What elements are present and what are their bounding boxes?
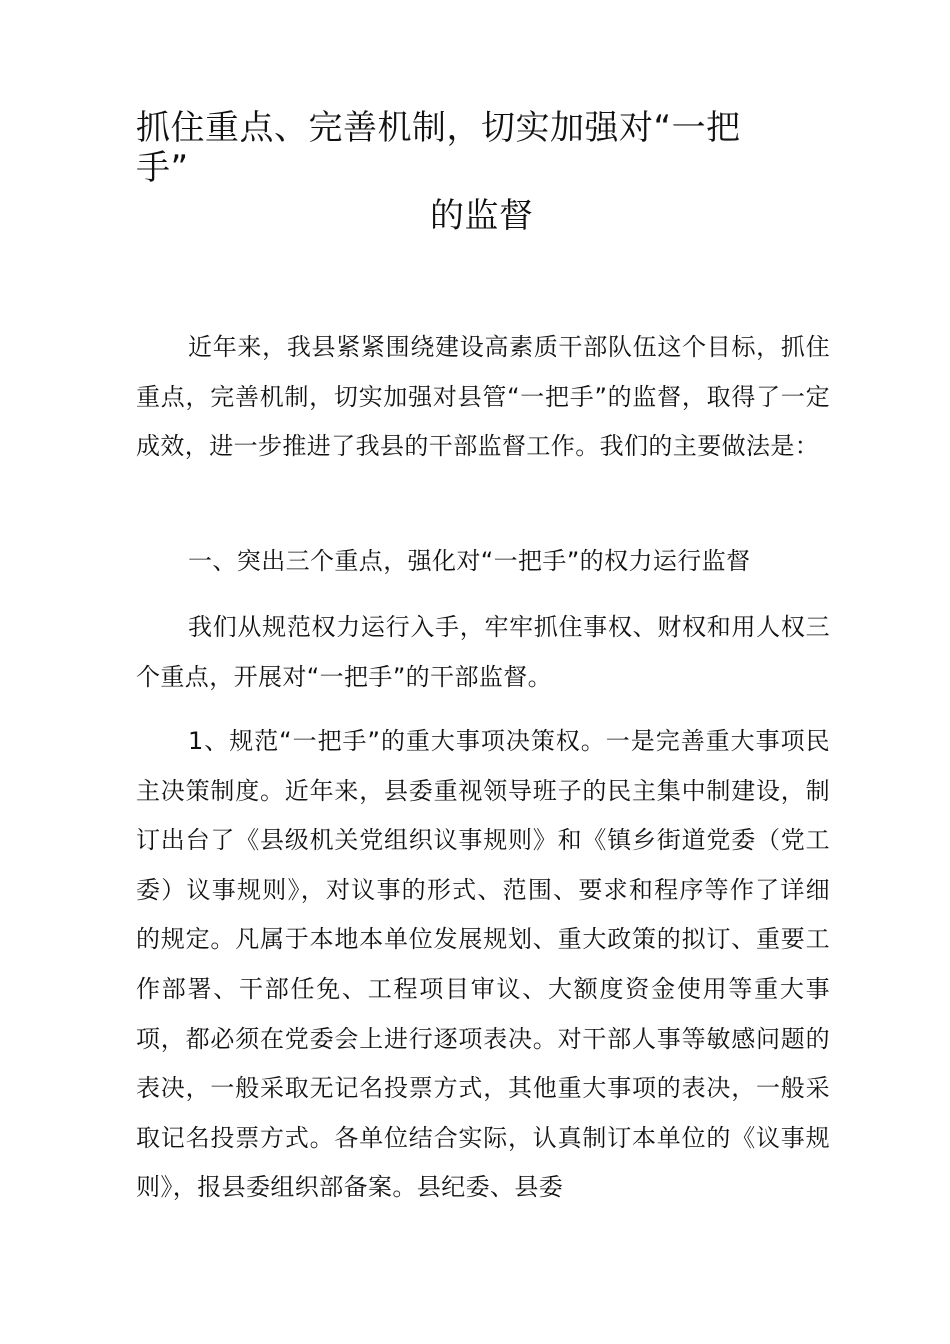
paragraph-item-1: 1、规范“一把手”的重大事项决策权。一是完善重大事项民主决策制度。近年来，县委重视领导班子的民主集中制建设，制订出台了《县级机关党组织议事规则》和《镇乡街道党委（党工委）议事规则》，对议事的形式、范围、要求和程序等作了详细的规定。凡属于本地本单位发展规划、重大政策的拟订、重要工作部署、干部任免、工程项目审议、大额度资金使用等重大事项，都必须在党委会上进行逐项表决。对干部人事等敏感问题的表决，一般采取无记名投票方式，其他重大事项的表决，一般采取记名投票方式。各单位结合实际，认真制订本单位的《议事规则》，报县委组织部备案。县纪委、县委 — [136, 727, 830, 1202]
title-line-2: 手” — [136, 148, 189, 188]
title-line-1: 抓住重点、完善机制，切实加强对“一把 — [136, 108, 741, 148]
section-heading-1: 一、突出三个重点，强化对“一把手”的权力运行监督 — [188, 547, 751, 575]
title-line-3: 的监督 — [430, 196, 534, 236]
paragraph-section-1: 我们从规范权力运行入手，牢牢抓住事权、财权和用人权三个重点，开展对“一把手”的干部监督。 — [136, 613, 830, 691]
paragraph-intro: 近年来，我县紧紧围绕建设高素质干部队伍这个目标，抓住重点，完善机制，切实加强对县管“一把手”的监督，取得了一定成效，进一步推进了我县的干部监督工作。我们的主要做法是： — [136, 333, 830, 461]
